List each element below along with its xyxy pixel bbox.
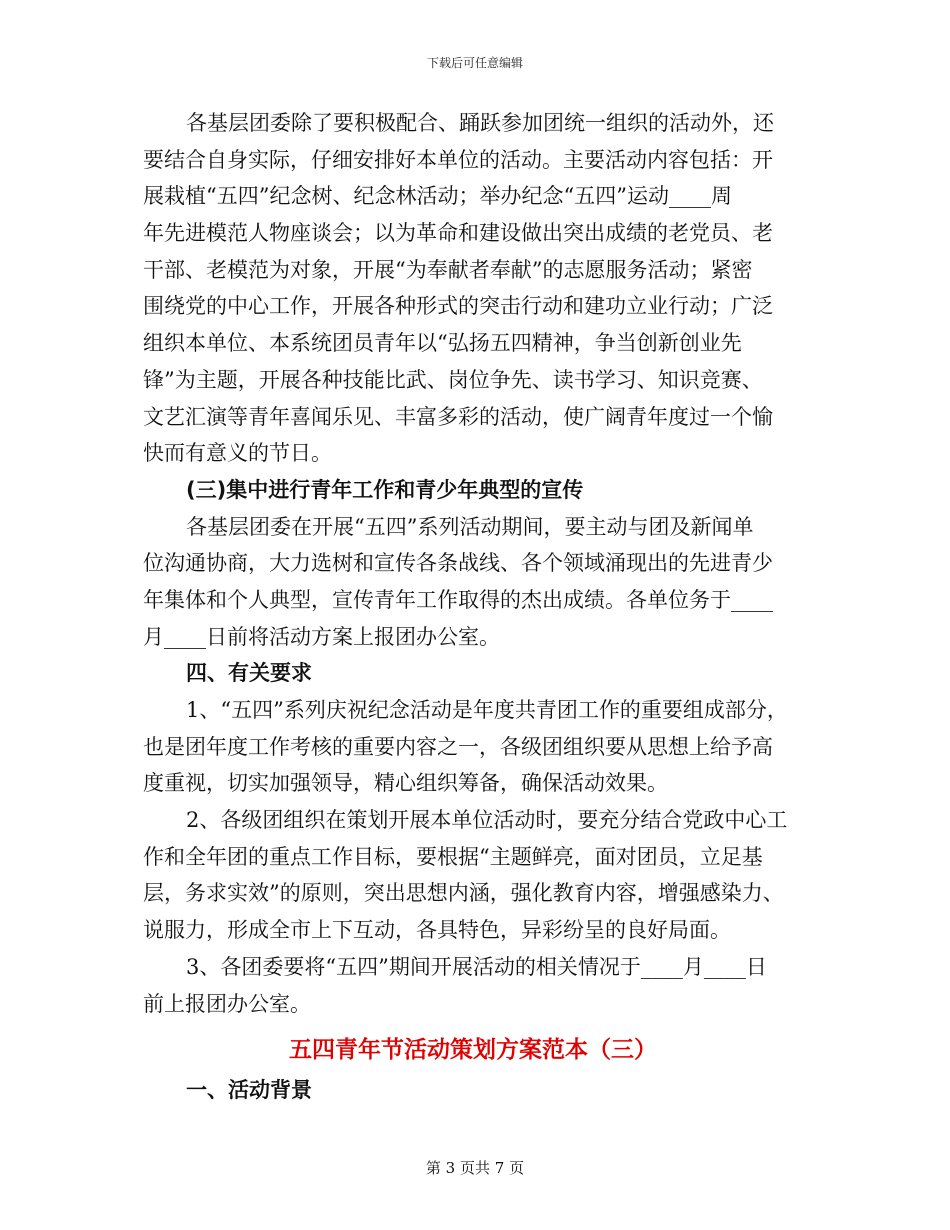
text-line: 干部、老模范为对象，开展“为奉献者奉献”的志愿服务活动；紧密 bbox=[143, 257, 753, 282]
section-heading-background: 一、活动背景 bbox=[186, 1078, 312, 1103]
text-line: 要结合自身实际，仔细安排好本单位的活动。主要活动内容包括：开 bbox=[143, 147, 773, 172]
text-line: 位沟通协商，大力选树和宣传各条战线、各个领域涌现出的先进青少 bbox=[143, 551, 773, 576]
text-line: 作和全年团的重点工作目标，要根据“主题鲜亮，面对团员，立足基 bbox=[143, 844, 763, 869]
text-line: 月____日前将活动方案上报团办公室。 bbox=[143, 624, 500, 649]
text-line: 也是团年度工作考核的重要内容之一，各级团组织要从思想上给予高 bbox=[143, 734, 773, 759]
paragraph-activities bbox=[143, 105, 803, 472]
section-heading-requirements: 四、有关要求 bbox=[186, 661, 312, 686]
text-line: 锋”为主题，开展各种技能比武、岗位争先、读书学习、知识竞赛、 bbox=[143, 367, 763, 392]
text-line: 年集体和个人典型，宣传青年工作取得的杰出成绩。各单位务于____ bbox=[143, 587, 773, 612]
text-line: 组织本单位、本系统团员青年以“弘扬五四精神，争当创新创业先 bbox=[143, 331, 742, 356]
paragraph-publicity bbox=[143, 509, 803, 656]
section-heading-publicity: (三)集中进行青年工作和青少年典型的宣传 bbox=[186, 477, 584, 502]
text-line: 度重视，切实加强领导，精心组织筹备，确保活动效果。 bbox=[143, 771, 668, 796]
requirement-item-3 bbox=[143, 949, 803, 1022]
text-line: 3、各团委要将“五四”期间开展活动的相关情况于____月____日 bbox=[186, 954, 767, 979]
text-line: 说服力，形成全市上下互动，各具特色，异彩纷呈的良好局面。 bbox=[143, 918, 731, 943]
text-line: 层，务求实效”的原则，突出思想内涵，强化教育内容，增强感染力、 bbox=[143, 881, 784, 906]
text-line: 前上报团办公室。 bbox=[143, 991, 311, 1016]
text-line: 各基层团委在开展“五四”系列活动期间，要主动与团及新闻单 bbox=[186, 514, 754, 539]
document-title: 五四青年节活动策划方案范本（三） bbox=[289, 1037, 657, 1064]
text-line: 1、“五四”系列庆祝纪念活动是年度共青团工作的重要组成部分， bbox=[186, 698, 788, 722]
page-footer: 第 3 页共 7 页 bbox=[425, 1159, 525, 1177]
text-line: 2、各级团组织在策划开展本单位活动时，要充分结合党政中心工 bbox=[186, 808, 788, 833]
text-line: 文艺汇演等青年喜闻乐见、丰富多彩的活动，使广阔青年度过一个愉 bbox=[143, 404, 773, 429]
requirement-item-2 bbox=[143, 802, 803, 949]
text-line: 展栽植“五四”纪念树、纪念林活动；举办纪念“五四”运动____周 bbox=[143, 184, 732, 209]
text-line: 各基层团委除了要积极配合、踊跃参加团统一组织的活动外，还 bbox=[186, 111, 774, 135]
text-line: 年先进模范人物座谈会；以为革命和建设做出突出成绩的老党员、老 bbox=[143, 221, 773, 246]
text-line: 快而有意义的节日。 bbox=[143, 441, 332, 466]
document-body bbox=[143, 105, 803, 1109]
text-line: 围绕党的中心工作，开展各种形式的突击行动和建功立业行动；广泛 bbox=[143, 294, 773, 319]
page-header: 下载后可任意编辑 bbox=[426, 56, 523, 70]
requirement-item-1 bbox=[143, 692, 803, 802]
